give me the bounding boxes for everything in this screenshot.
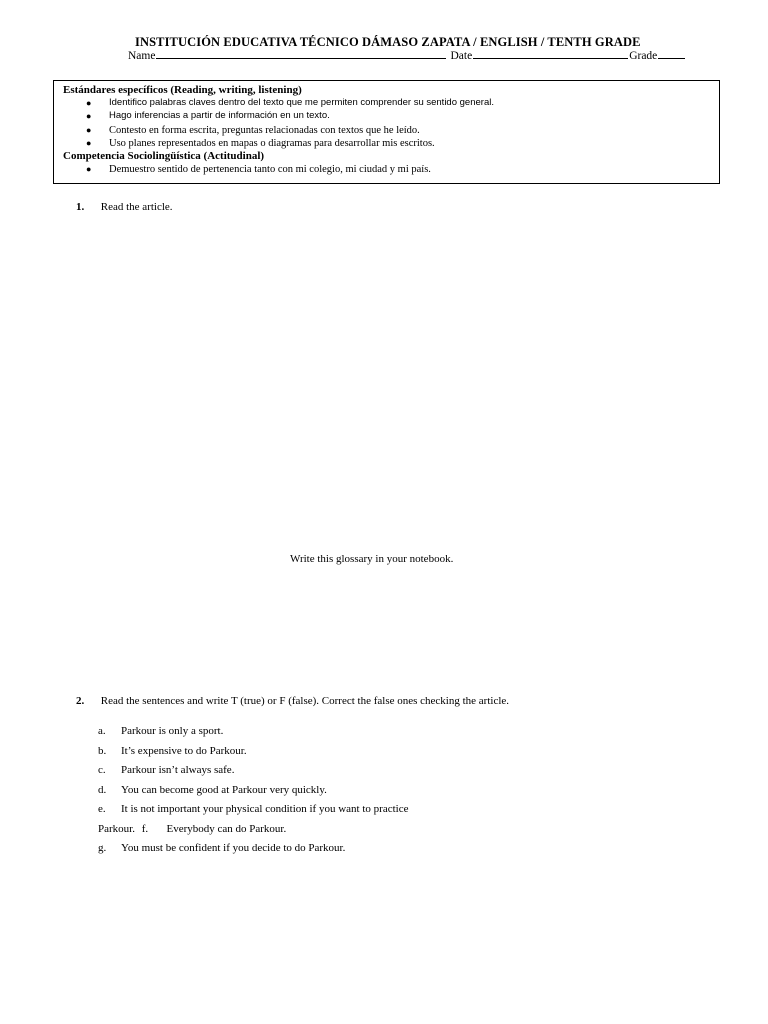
standard-text: Contesto en forma escrita, preguntas relacionadas con textos que he leído. bbox=[109, 125, 420, 136]
standard-text: Identifico palabras claves dentro del texto que me permiten comprender su sentido general. bbox=[109, 97, 494, 108]
standards-box bbox=[53, 80, 720, 184]
statement-text: You can become good at Parkour very quickly. bbox=[121, 783, 327, 796]
statement bbox=[98, 803, 408, 823]
statement-text: Parkour is only a sport. bbox=[121, 725, 224, 737]
question-text: Read the article. bbox=[100, 201, 173, 213]
statement-letter: b. bbox=[98, 744, 107, 757]
question-number: 2. bbox=[76, 695, 85, 707]
statement-text: It is not important your physical condition if you want to practice bbox=[121, 803, 409, 815]
bullet-icon: ● bbox=[86, 125, 92, 135]
bullet-icon: ● bbox=[86, 110, 92, 121]
statement-letter: d. bbox=[98, 783, 107, 796]
continuation-prefix: Parkour. bbox=[98, 822, 135, 835]
question-text: Read the sentences and write T (true) or F (false). Correct the false ones checking the article. bbox=[100, 695, 510, 707]
statement-text: You must be confident if you decide to do Parkour. bbox=[121, 842, 346, 854]
statement-letter: g. bbox=[98, 842, 107, 854]
competence-list bbox=[63, 163, 710, 176]
bullet-icon: ● bbox=[86, 138, 92, 148]
statement bbox=[98, 842, 408, 862]
question-1 bbox=[76, 201, 173, 213]
standards-list bbox=[63, 97, 710, 150]
date-blank[interactable] bbox=[473, 48, 628, 59]
question-number: 1. bbox=[76, 201, 85, 213]
statement-letter: c. bbox=[98, 764, 106, 776]
standard-item bbox=[63, 110, 710, 123]
header-title: INSTITUCIÓN EDUCATIVA TÉCNICO DÁMASO ZAPATA / ENGLISH / TENTH GRADE bbox=[135, 35, 641, 49]
statement bbox=[98, 764, 408, 784]
grade-blank[interactable] bbox=[658, 48, 685, 59]
standard-item bbox=[63, 137, 710, 150]
statement bbox=[98, 725, 408, 745]
standards-heading: Estándares específicos (Reading, writing, listening) bbox=[63, 84, 302, 96]
statement bbox=[98, 784, 408, 804]
competence-item bbox=[63, 163, 710, 176]
name-label: Name bbox=[128, 50, 156, 62]
grade-label: Grade bbox=[629, 50, 658, 62]
standard-item bbox=[63, 97, 710, 110]
name-blank[interactable] bbox=[156, 48, 446, 59]
standard-item bbox=[63, 124, 710, 137]
statement-continuation bbox=[98, 823, 408, 843]
statement-letter: a. bbox=[98, 725, 106, 737]
date-label: Date bbox=[450, 50, 473, 62]
statement-letter: e. bbox=[98, 803, 106, 815]
statement bbox=[98, 745, 408, 765]
statement-list bbox=[98, 725, 408, 862]
statement-text: Parkour isn’t always safe. bbox=[121, 764, 235, 776]
competence-text: Demuestro sentido de pertenencia tanto con mi colegio, mi ciudad y mi país. bbox=[109, 164, 431, 175]
question-2 bbox=[76, 695, 509, 707]
statement-letter: f. bbox=[141, 822, 149, 835]
header-fields bbox=[128, 48, 686, 62]
standard-text: Hago inferencias a partir de información en un texto. bbox=[109, 109, 330, 121]
bullet-icon: ● bbox=[86, 98, 92, 108]
competence-heading: Competencia Sociolingüística (Actitudinal) bbox=[63, 150, 265, 162]
bullet-icon: ● bbox=[86, 164, 92, 174]
standard-text: Uso planes representados en mapas o diagramas para desarrollar mis escritos. bbox=[109, 138, 435, 149]
glossary-note: Write this glossary in your notebook. bbox=[290, 553, 454, 565]
statement-text: Everybody can do Parkour. bbox=[166, 822, 287, 835]
statement-text: It’s expensive to do Parkour. bbox=[121, 744, 247, 757]
